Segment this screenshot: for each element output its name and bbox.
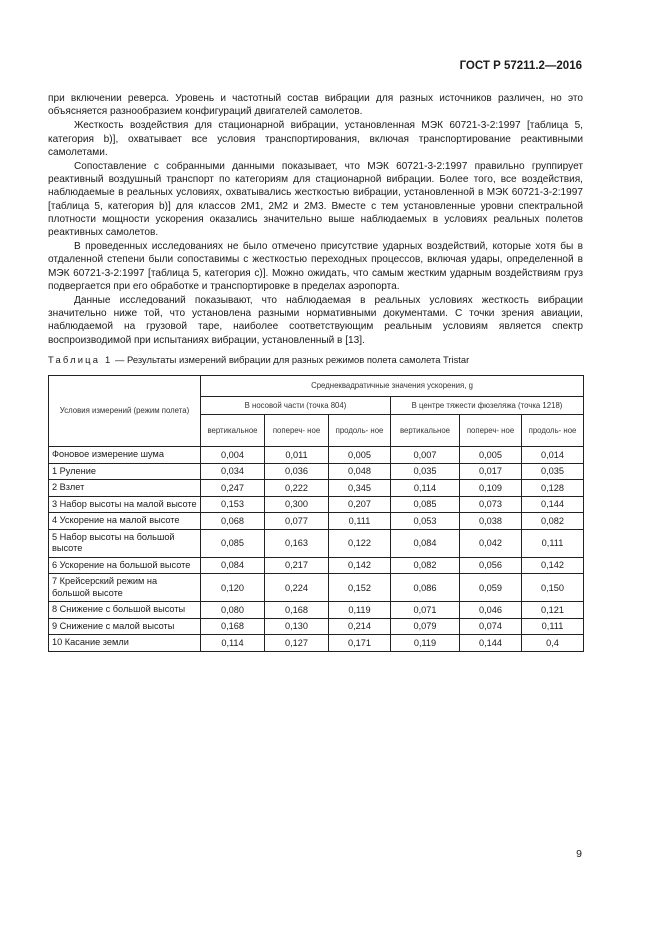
row-value: 0,084 xyxy=(391,529,460,557)
row-value: 0,042 xyxy=(460,529,522,557)
row-value: 0,073 xyxy=(460,496,522,513)
row-value: 0,222 xyxy=(265,480,329,497)
row-value: 0,247 xyxy=(201,480,265,497)
column-header-axis: продоль- ное xyxy=(522,415,584,447)
row-value: 0,109 xyxy=(460,480,522,497)
row-value: 0,074 xyxy=(460,618,522,635)
paragraph: В проведенных исследованиях не было отмечено присутствие ударных воздействий, которые хотя бы в отдаленной степени были сопоставимы с жесткостью переходных процессов, включая удары, определенной в МЭК 60721-3-2:1997 [таблица 5, категория с)]. Можно ожидать, что самым жестким ударным воздействиям груз подвергается при его обработке и транспортировке в пределах аэропорта. xyxy=(48,241,583,292)
table-row xyxy=(49,463,584,480)
column-header-axis: попереч- ное xyxy=(265,415,329,447)
table-row xyxy=(49,496,584,513)
table-row xyxy=(49,513,584,530)
row-value: 0,034 xyxy=(201,463,265,480)
row-value: 0,005 xyxy=(329,447,391,464)
column-header-rms: Среднеквадратичные значения ускорения, g xyxy=(201,376,584,397)
paragraph: при включении реверса. Уровень и частотный состав вибрации для разных источников различен, но это объясняется разнообразием конфигураций двигателей самолетов. xyxy=(48,93,583,118)
row-value: 0,082 xyxy=(522,513,584,530)
paragraph: Данные исследований показывают, что наблюдаемая в реальных условиях жесткость вибрации значительно ниже той, что установлена разными нормативными документами. С точки зрения авиации, наблюдаемой на грузовой таре, наиболее соответствующим реальным условиям является спектр воспроизводимой при испытаниях вибрации, установленный в [13]. xyxy=(48,295,583,346)
column-header-conditions: Условия измерений (режим полета) xyxy=(49,376,201,447)
row-value: 0,014 xyxy=(522,447,584,464)
row-value: 0,144 xyxy=(522,496,584,513)
row-value: 0,217 xyxy=(265,557,329,574)
row-value: 0,119 xyxy=(391,635,460,652)
row-value: 0,084 xyxy=(201,557,265,574)
table-caption-text: — Результаты измерений вибрации для разных режимов полета самолета Tristar xyxy=(112,354,470,365)
row-value: 0,035 xyxy=(391,463,460,480)
row-value: 0,345 xyxy=(329,480,391,497)
row-value: 0,086 xyxy=(391,574,460,602)
row-value: 0,142 xyxy=(329,557,391,574)
table-row xyxy=(49,480,584,497)
row-condition: 1 Руление xyxy=(49,463,201,480)
row-value: 0,168 xyxy=(201,618,265,635)
row-condition: 3 Набор высоты на малой высоте xyxy=(49,496,201,513)
row-value: 0,111 xyxy=(329,513,391,530)
row-value: 0,152 xyxy=(329,574,391,602)
body-text xyxy=(48,92,583,348)
column-header-center: В центре тяжести фюзеляжа (точка 1218) xyxy=(391,397,584,415)
row-value: 0,168 xyxy=(265,602,329,619)
row-value: 0,046 xyxy=(460,602,522,619)
row-value: 0,071 xyxy=(391,602,460,619)
row-value: 0,017 xyxy=(460,463,522,480)
row-condition: 2 Взлет xyxy=(49,480,201,497)
column-header-axis: продоль- ное xyxy=(329,415,391,447)
row-value: 0,035 xyxy=(522,463,584,480)
row-value: 0,079 xyxy=(391,618,460,635)
table-row xyxy=(49,635,584,652)
row-value: 0,120 xyxy=(201,574,265,602)
row-value: 0,300 xyxy=(265,496,329,513)
row-value: 0,121 xyxy=(522,602,584,619)
table-caption xyxy=(48,354,469,365)
row-value: 0,150 xyxy=(522,574,584,602)
table-row xyxy=(49,557,584,574)
row-value: 0,122 xyxy=(329,529,391,557)
row-value: 0,153 xyxy=(201,496,265,513)
row-value: 0,144 xyxy=(460,635,522,652)
table-row xyxy=(49,574,584,602)
row-condition: 5 Набор высоты на большой высоте xyxy=(49,529,201,557)
table-body xyxy=(49,447,584,652)
row-condition: 9 Снижение с малой высоты xyxy=(49,618,201,635)
row-value: 0,077 xyxy=(265,513,329,530)
row-value: 0,082 xyxy=(391,557,460,574)
row-value: 0,114 xyxy=(391,480,460,497)
row-value: 0,142 xyxy=(522,557,584,574)
row-value: 0,080 xyxy=(201,602,265,619)
paragraph: Жесткость воздействия для стационарной вибрации, установленная МЭК 60721-3-2:1997 [таблица 5, категория b)], охватывает все условия транспортирования, включая транспортирование реактивными самолетами. xyxy=(48,120,583,158)
row-condition: Фоновое измерение шума xyxy=(49,447,201,464)
row-value: 0,114 xyxy=(201,635,265,652)
table-caption-prefix: Таблица 1 xyxy=(48,354,113,365)
row-value: 0,111 xyxy=(522,529,584,557)
row-condition: 8 Снижение с большой высоты xyxy=(49,602,201,619)
page-number: 9 xyxy=(576,848,582,860)
row-value: 0,056 xyxy=(460,557,522,574)
row-value: 0,128 xyxy=(522,480,584,497)
paragraph: Сопоставление с собранными данными показывает, что МЭК 60721-3-2:1997 правильно группирует реактивный воздушный транспорт по категориям для стационарной вибрации. Более того, все воздействия, наблюдаемые в реальных условиях, охватывались жесткостью вибрации, установленной в МЭК 60721-3-2:1997 [таблица 5, категория b)] для классов 2М1, 2М2 и 2М3. Вместе с тем установленные уровни спектральной плотности мощности ускорения оказались значительно выше наблюдаемых в условиях реальных полетов реактивных самолетов. xyxy=(48,161,583,239)
row-value: 0,127 xyxy=(265,635,329,652)
row-value: 0,224 xyxy=(265,574,329,602)
table-row xyxy=(49,529,584,557)
column-header-axis: вертикальное xyxy=(201,415,265,447)
row-value: 0,111 xyxy=(522,618,584,635)
column-header-axis: попереч- ное xyxy=(460,415,522,447)
vibration-results-table xyxy=(48,375,584,652)
row-value: 0,059 xyxy=(460,574,522,602)
table-row xyxy=(49,447,584,464)
row-condition: 6 Ускорение на большой высоте xyxy=(49,557,201,574)
row-value: 0,130 xyxy=(265,618,329,635)
row-value: 0,4 xyxy=(522,635,584,652)
row-condition: 7 Крейсерский режим на большой высоте xyxy=(49,574,201,602)
row-value: 0,163 xyxy=(265,529,329,557)
table-row xyxy=(49,602,584,619)
row-value: 0,005 xyxy=(460,447,522,464)
row-value: 0,038 xyxy=(460,513,522,530)
row-value: 0,004 xyxy=(201,447,265,464)
row-value: 0,068 xyxy=(201,513,265,530)
row-value: 0,085 xyxy=(391,496,460,513)
column-header-nose: В носовой части (точка 804) xyxy=(201,397,391,415)
row-value: 0,085 xyxy=(201,529,265,557)
row-value: 0,053 xyxy=(391,513,460,530)
row-value: 0,119 xyxy=(329,602,391,619)
row-value: 0,011 xyxy=(265,447,329,464)
row-value: 0,214 xyxy=(329,618,391,635)
row-value: 0,036 xyxy=(265,463,329,480)
row-value: 0,171 xyxy=(329,635,391,652)
table-row xyxy=(49,618,584,635)
row-condition: 4 Ускорение на малой высоте xyxy=(49,513,201,530)
document-id-header: ГОСТ Р 57211.2—2016 xyxy=(459,60,582,72)
row-value: 0,007 xyxy=(391,447,460,464)
column-header-axis: вертикальное xyxy=(391,415,460,447)
row-value: 0,048 xyxy=(329,463,391,480)
row-condition: 10 Касание земли xyxy=(49,635,201,652)
row-value: 0,207 xyxy=(329,496,391,513)
